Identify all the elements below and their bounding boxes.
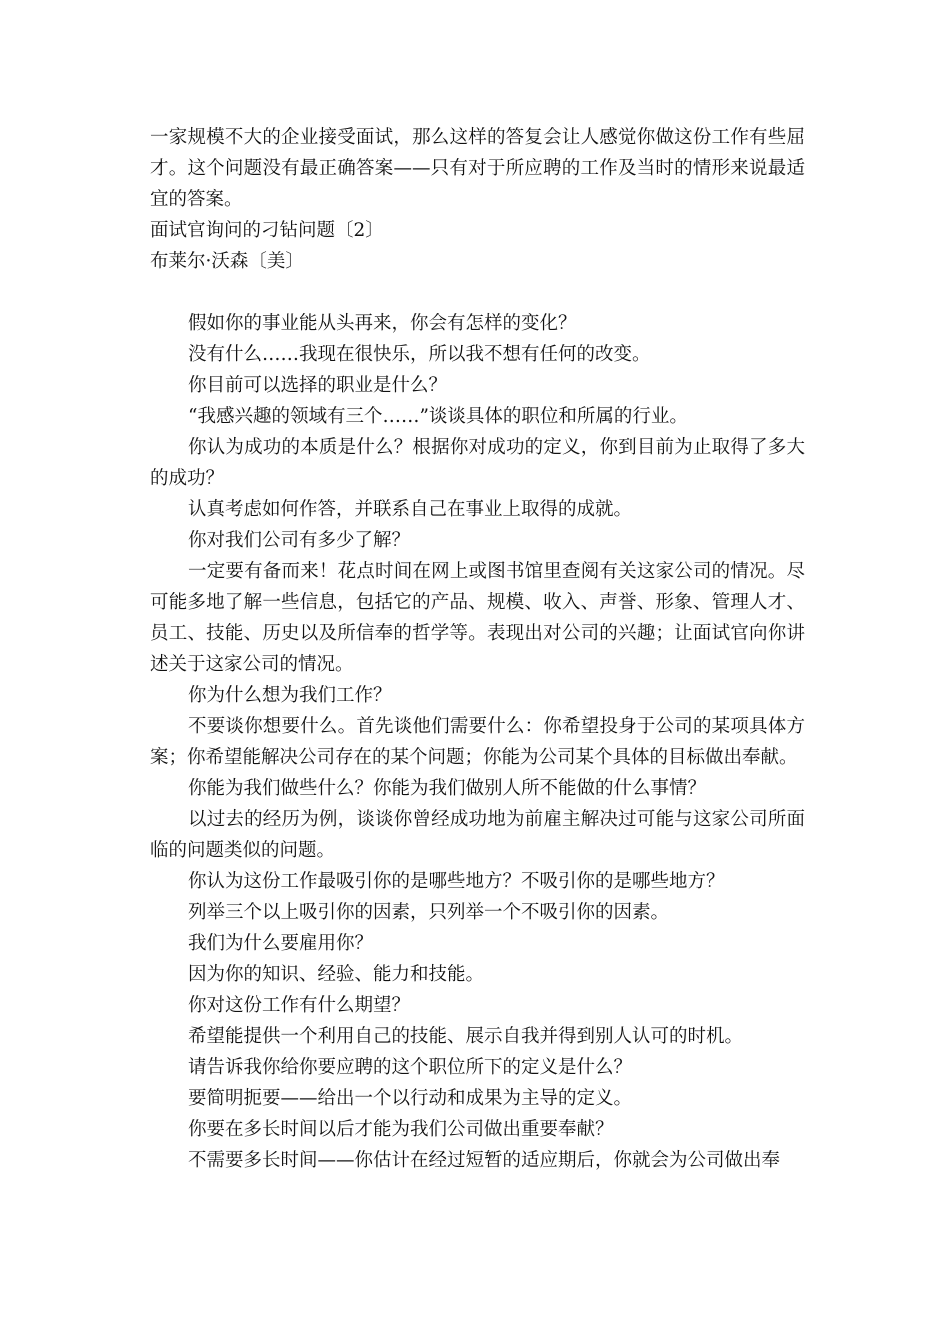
paragraph: 不要谈你想要什么。首先谈他们需要什么：你希望投身于公司的某项具体方案；你希望能解决公司存在的某个问题；你能为公司某个具体的目标做出奉献。 <box>150 716 805 768</box>
continuation-paragraph: 一家规模不大的企业接受面试，那么这样的答复会让人感觉你做这份工作有些屈才。这个问题没有最正确答案——只有对于所应聘的工作及当时的情形来说最适宜的答案。 <box>150 127 805 210</box>
blank-line <box>150 277 805 308</box>
paragraph: 你能为我们做些什么？你能为我们做别人所不能做的什么事情？ <box>188 778 707 799</box>
paragraph: 要简明扼要——给出一个以行动和成果为主导的定义。 <box>188 1088 633 1109</box>
paragraph: 列举三个以上吸引你的因素，只列举一个不吸引你的因素。 <box>188 902 670 923</box>
paragraph: 你对我们公司有多少了解？ <box>188 530 411 551</box>
paragraph: 请告诉我你给你要应聘的这个职位所下的定义是什么？ <box>188 1057 633 1078</box>
paragraph: 假如你的事业能从头再来，你会有怎样的变化？ <box>188 313 577 334</box>
paragraph: 希望能提供一个利用自己的技能、展示自我并得到别人认可的时机。 <box>188 1026 744 1047</box>
article-title: 面试官询问的刁钻问题〔2〕 <box>150 220 384 241</box>
paragraph: 你为什么想为我们工作？ <box>188 685 392 706</box>
paragraph: 我们为什么要雇用你？ <box>188 933 374 954</box>
article-author: 布莱尔·沃森〔美〕 <box>150 251 304 272</box>
paragraph: 以过去的经历为例，谈谈你曾经成功地为前雇主解决过可能与这家公司所面临的问题类似的问题。 <box>150 809 805 861</box>
paragraph: 因为你的知识、经验、能力和技能。 <box>188 964 485 985</box>
document-page <box>150 122 805 1176</box>
paragraph: 你要在多长时间以后才能为我们公司做出重要奉献？ <box>188 1119 614 1140</box>
paragraph: 你认为成功的本质是什么？根据你对成功的定义，你到目前为止取得了多大的成功？ <box>150 437 805 489</box>
paragraph: 你目前可以选择的职业是什么？ <box>188 375 448 396</box>
paragraph: 没有什么……我现在很快乐，所以我不想有任何的改变。 <box>188 344 651 365</box>
paragraph: 一定要有备而来！花点时间在网上或图书馆里查阅有关这家公司的情况。尽可能多地了解一些信息，包括它的产品、规模、收入、声誉、形象、管理人才、员工、技能、历史以及所信奉的哲学等。表现出对公司的兴趣；让面试官向你讲述关于这家公司的情况。 <box>150 561 805 675</box>
paragraph: “我感兴趣的领域有三个……”谈谈具体的职位和所属的行业。 <box>188 406 688 427</box>
paragraph: 不需要多长时间——你估计在经过短暂的适应期后，你就会为公司做出奉 <box>188 1150 781 1171</box>
paragraph: 你认为这份工作最吸引你的是哪些地方？不吸引你的是哪些地方？ <box>188 871 725 892</box>
paragraph: 你对这份工作有什么期望？ <box>188 995 411 1016</box>
paragraph: 认真考虑如何作答，并联系自己在事业上取得的成就。 <box>188 499 633 520</box>
